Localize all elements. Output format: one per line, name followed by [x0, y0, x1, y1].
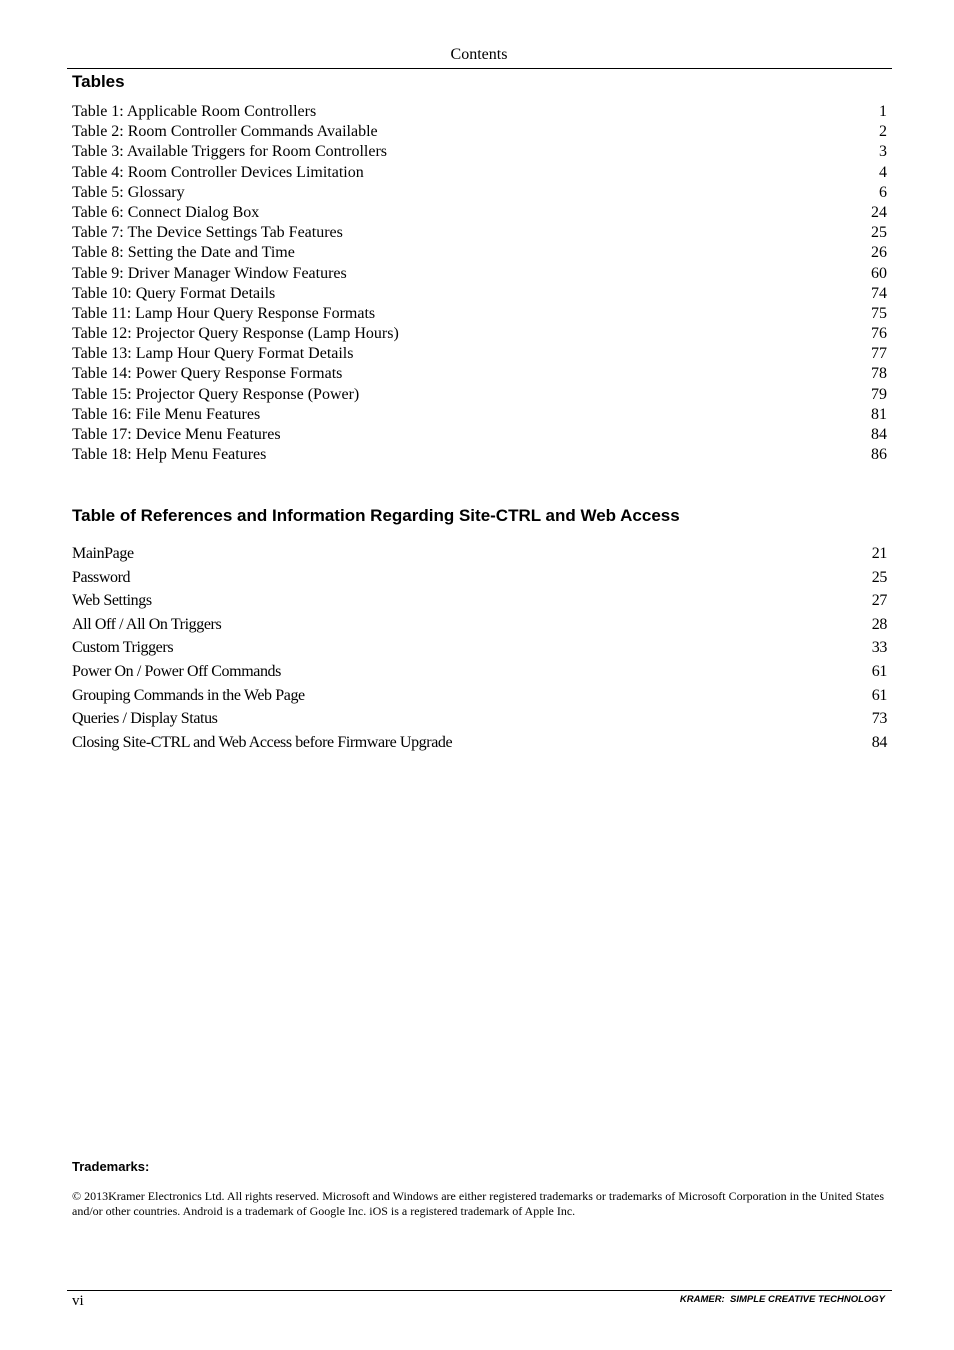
entry-label: Table 3: Available Triggers for Room Controllers — [72, 143, 387, 161]
list-item[interactable] — [72, 223, 887, 243]
list-item[interactable] — [72, 364, 887, 384]
list-item[interactable] — [72, 613, 887, 637]
entry-page: 81 — [871, 405, 887, 423]
entry-label: Table 10: Query Format Details — [72, 284, 276, 302]
references-heading: Table of References and Information Regarding Site-CTRL and Web Access — [72, 506, 680, 525]
entry-page: 61 — [871, 662, 887, 680]
list-item[interactable] — [72, 636, 887, 660]
footer-rule — [67, 1290, 892, 1291]
entry-label: Table 11: Lamp Hour Query Response Formats — [72, 304, 376, 322]
entry-label: MainPage — [72, 545, 134, 562]
entry-label: Table 16: File Menu Features — [72, 405, 261, 423]
entry-page: 86 — [871, 446, 887, 464]
list-item[interactable] — [72, 684, 887, 708]
entry-label: Password — [72, 568, 131, 586]
entry-page: 1 — [879, 103, 887, 120]
entry-page: 26 — [871, 244, 887, 262]
entry-label: Table 9: Driver Manager Window Features — [72, 264, 347, 282]
list-item[interactable] — [72, 183, 887, 203]
entry-label: Table 17: Device Menu Features — [72, 426, 281, 443]
entry-page: 73 — [871, 710, 887, 728]
entry-label: Table 1: Applicable Room Controllers — [72, 103, 317, 120]
trademarks-text: © 2013Kramer Electronics Ltd. All rights reserved. Microsoft and Windows are either registered trademarks or trademarks of Microsoft Corporation in the United States and/or other countries. Android is a trademark of Google Inc. iOS is a registered trademark of Apple Inc. — [72, 1189, 884, 1218]
entry-page: 25 — [871, 568, 887, 586]
entry-page: 3 — [879, 143, 887, 161]
list-item[interactable] — [72, 660, 887, 684]
list-item[interactable] — [72, 707, 887, 731]
entry-page: 84 — [871, 426, 887, 443]
page-header-title: Contents — [450, 46, 508, 63]
entry-label: Table 15: Projector Query Response (Power) — [72, 385, 360, 403]
entry-label: Table 4: Room Controller Devices Limitation — [72, 163, 364, 181]
list-item[interactable] — [72, 243, 887, 263]
list-item[interactable] — [72, 445, 887, 465]
footer-tagline: KRAMER: SIMPLE CREATIVE TECHNOLOGY — [679, 1294, 885, 1305]
entry-label: Power On / Power Off Commands — [72, 662, 281, 680]
entry-page: 6 — [879, 183, 887, 201]
tables-heading: Tables — [72, 72, 125, 91]
entry-label: Grouping Commands in the Web Page — [72, 686, 305, 704]
entry-label: Table 14: Power Query Response Formats — [72, 365, 343, 383]
entry-page: 25 — [871, 224, 887, 242]
entry-label: Table 12: Projector Query Response (Lamp Hours) — [72, 325, 399, 343]
entry-label: Table 6: Connect Dialog Box — [72, 203, 260, 221]
entry-page: 61 — [871, 686, 887, 704]
references-list — [72, 542, 887, 754]
list-item[interactable] — [72, 324, 887, 344]
entry-label: Table 13: Lamp Hour Query Format Details — [72, 345, 354, 363]
entry-page: 77 — [871, 345, 887, 363]
page-number: vi — [72, 1293, 84, 1309]
entry-label: Table 7: The Device Settings Tab Features — [72, 224, 343, 242]
list-item[interactable] — [72, 589, 887, 613]
entry-page: 75 — [871, 304, 887, 322]
entry-page: 79 — [871, 385, 887, 403]
entry-page: 60 — [871, 264, 887, 282]
list-item[interactable] — [72, 344, 887, 364]
tables-list — [72, 102, 887, 465]
entry-label: Table 8: Setting the Date and Time — [72, 244, 295, 262]
list-item[interactable] — [72, 425, 887, 445]
entry-page: 2 — [879, 123, 887, 141]
list-item[interactable] — [72, 122, 887, 142]
list-item[interactable] — [72, 142, 887, 162]
trademarks-heading: Trademarks: — [72, 1159, 150, 1174]
list-item[interactable] — [72, 542, 887, 566]
entry-page: 33 — [871, 639, 887, 657]
entry-page: 27 — [871, 592, 887, 610]
entry-label: Custom Triggers — [72, 639, 174, 657]
entry-page: 84 — [871, 733, 887, 751]
entry-label: Closing Site-CTRL and Web Access before Firmware Upgrade — [72, 733, 453, 751]
list-item[interactable] — [72, 284, 887, 304]
list-item[interactable] — [72, 304, 887, 324]
entry-page: 74 — [871, 284, 887, 302]
entry-label: All Off / All On Triggers — [72, 615, 222, 633]
entry-label: Queries / Display Status — [72, 710, 218, 728]
list-item[interactable] — [72, 264, 887, 284]
list-item[interactable] — [72, 203, 887, 223]
entry-label: Table 5: Glossary — [72, 183, 185, 201]
entry-label: Table 18: Help Menu Features — [72, 446, 267, 464]
list-item[interactable] — [72, 405, 887, 425]
entry-label: Web Settings — [72, 592, 152, 610]
entry-page: 28 — [871, 615, 887, 633]
entry-label: Table 2: Room Controller Commands Available — [72, 123, 378, 141]
list-item[interactable] — [72, 163, 887, 183]
list-item[interactable] — [72, 731, 887, 755]
list-item[interactable] — [72, 102, 887, 122]
entry-page: 78 — [871, 365, 887, 383]
list-item[interactable] — [72, 385, 887, 405]
entry-page: 24 — [871, 203, 887, 221]
list-item[interactable] — [72, 566, 887, 590]
entry-page: 4 — [879, 163, 887, 181]
entry-page: 21 — [871, 545, 887, 562]
header-rule — [67, 68, 892, 69]
entry-page: 76 — [871, 325, 887, 343]
